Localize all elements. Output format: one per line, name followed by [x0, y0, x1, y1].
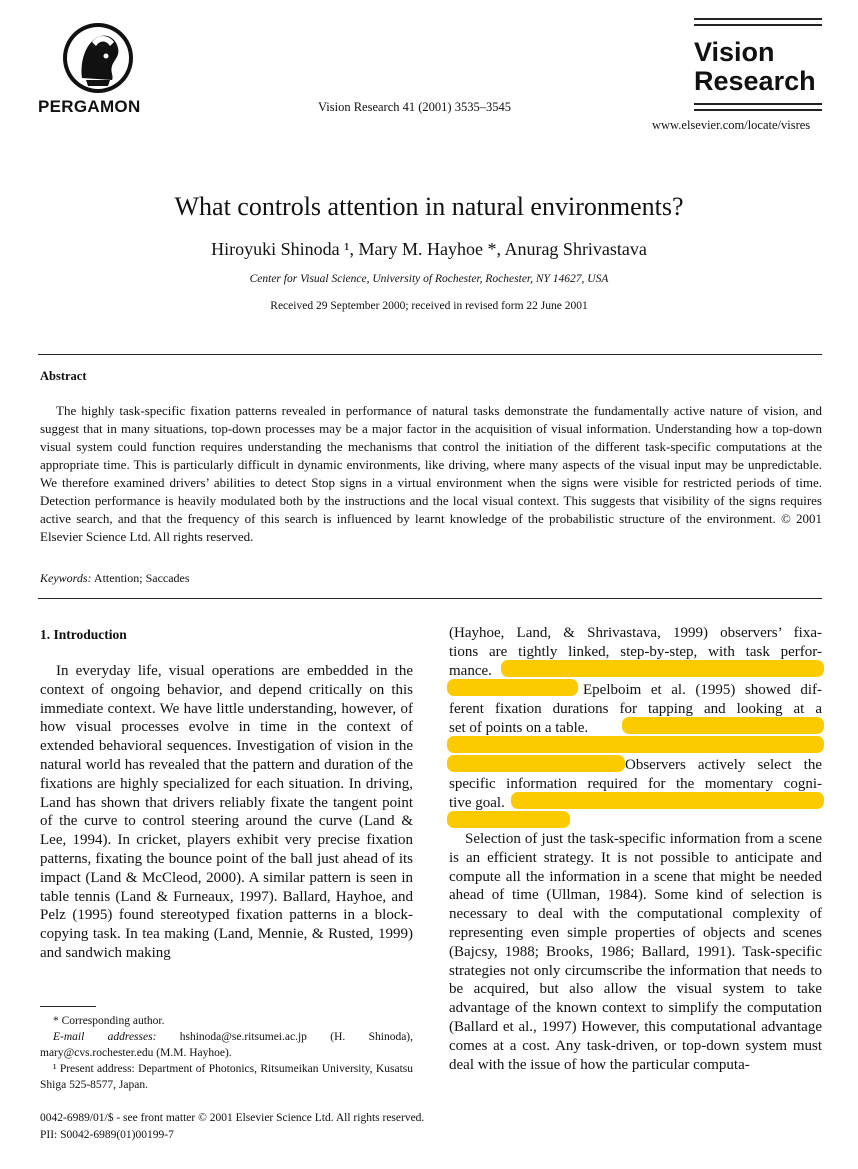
right-line-4: Epelboim et al. (1995) showed dif- — [583, 682, 822, 698]
section-heading: 1. Introduction — [40, 627, 127, 642]
footnote-present-address: ¹ Present address: Department of Photonics, Ritsumeikan University, Kusatsu Shiga 525-8577, Japan. — [40, 1063, 413, 1091]
journal-title-line2: Research — [694, 66, 816, 96]
keywords-value: Attention; Saccades — [93, 571, 190, 585]
highlight-mark[interactable] — [511, 792, 824, 809]
intro-paragraph-1: In everyday life, visual operations are embedded in the context of ongoing behavior, and depend critically on this immediate context. We have little understanding, however, of how visual processes evolve in time in the context of extended behavioral sequences. Investigation of vision in the natural world has revealed that the pattern and duration of the fixations are highly specialized for each situation. In driving, Land has shown that drivers reliably fixate the tangent point of the curve to control steering around the curve (Land & Lee, 1994). In cricket, players exhibit very precise fixation patterns, fixating the bounce point of the ball just ahead of its impact (Land & McCleod, 2000). A similar pattern is seen in table tennis (Land & Furneaux, 1997). Ballard, Hayhoe, and Pelz (1995) found stereotyped fixation patterns in a block-copying task. In tea making (Land, Mennie, & Rusted, 1999) and sandwich making — [40, 663, 413, 961]
right-line-9: tive goal. — [449, 795, 505, 811]
right-line-2: tions are tightly linked, step-by-step, with task perfor- — [449, 644, 822, 660]
keywords-label: Keywords: — [40, 571, 92, 585]
publisher-name: PERGAMON — [38, 97, 141, 116]
journal-title — [694, 38, 816, 96]
article-received: Received 29 September 2000; received in revised form 22 June 2001 — [270, 300, 588, 312]
footnote-corresponding: * Corresponding author. — [53, 1015, 165, 1027]
journal-title-line1: Vision — [694, 37, 775, 67]
highlight-mark[interactable] — [622, 717, 824, 734]
highlight-mark[interactable] — [501, 660, 824, 677]
front-matter-line: 0042-6989/01/$ - see front matter © 2001 Elsevier Science Ltd. All rights reserved. — [40, 1112, 425, 1124]
abstract-rule-top — [38, 354, 822, 355]
right-line-5: ferent fixation durations for tapping and looking at a — [449, 701, 822, 717]
article-authors: Hiroyuki Shinoda ¹, Mary M. Hayhoe *, Anurag Shrivastava — [211, 239, 647, 259]
highlight-mark[interactable] — [447, 811, 570, 828]
keywords — [40, 571, 190, 586]
intro-paragraph-2: Selection of just the task-specific information from a scene is an efficient strategy. It is not possible to anticipate and compute all the information in a scene that might be needed ahead of time (Ullman, 1984). Some kind of selection is necessary to deal with the computational complexity of representing even simple properties of objects and scenes (Bajcsy, 1988; Brooks, 1986; Ballard, 1991). Task-specific strategies not only circumscribe the information that needs to be acquired, but also allow the visual system to take advantage of the known context to simplify the computation (Ballard et al., 1997) However, this computational advantage comes at a cost. Any task-driven, or top-down system must deal with the issue of how the particular computa- — [449, 831, 822, 1073]
pii-line: PII: S0042-6989(01)00199-7 — [40, 1129, 174, 1141]
footnote-email — [40, 1029, 413, 1061]
highlight-mark[interactable] — [447, 736, 824, 753]
right-line-8: specific information required for the momentary cogni- — [449, 776, 822, 792]
abstract-heading: Abstract — [40, 369, 87, 383]
right-line-6: set of points on a table. — [449, 720, 589, 736]
footnote-email-text: hshinoda@se.ritsumei.ac.jp (H. Shinoda), mary@cvs.rochester.edu (M.M. Hayhoe). — [40, 1031, 413, 1059]
article-title: What controls attention in natural environments? — [174, 192, 684, 221]
journal-citation: Vision Research 41 (2001) 3535–3545 — [318, 100, 511, 114]
journal-rule-bottom-2 — [694, 109, 822, 111]
highlight-mark[interactable] — [447, 679, 578, 696]
footnote-email-label: E-mail addresses: — [53, 1031, 157, 1043]
pergamon-logo — [62, 20, 134, 96]
right-line-3: mance. — [449, 663, 492, 679]
journal-rule-top — [694, 18, 822, 20]
journal-rule-top-2 — [694, 24, 822, 26]
footnotes — [40, 1013, 413, 1093]
footnote-rule — [40, 1006, 96, 1007]
right-line-7: Observers actively select the — [625, 757, 822, 773]
journal-url[interactable]: www.elsevier.com/locate/visres — [652, 118, 811, 132]
highlight-mark[interactable] — [447, 755, 625, 772]
article-affiliation: Center for Visual Science, University of Rochester, Rochester, NY 14627, USA — [249, 273, 609, 285]
right-line-1: (Hayhoe, Land, & Shrivastava, 1999) observers’ fixa- — [449, 625, 822, 641]
abstract-text: The highly task-specific fixation patterns revealed in performance of natural tasks demonstrate the fundamentally active nature of vision, and suggest that in many situations, top-down processes may be a major factor in the acquisition of visual information. Understanding how a top-down visual system could function requires understanding the mechanisms that control the initiation of the different task-specific computations at the appropriate time. This is particularly difficult in dynamic environments, like driving, where many aspects of the visual input may be unpredictable. We therefore examined drivers’ abilities to detect Stop signs in a virtual environment when the signs were visible for restricted periods of time. Detection performance is heavily modulated both by the instructions and the local visual context. This suggests that visibility of the signs requires active search, and that the frequency of this search is influenced by learnt knowledge of the probabilistic structure of the environment. © 2001 Elsevier Science Ltd. All rights reserved. — [40, 403, 822, 544]
abstract-rule-bottom — [38, 598, 822, 599]
journal-rule-bottom — [694, 103, 822, 105]
